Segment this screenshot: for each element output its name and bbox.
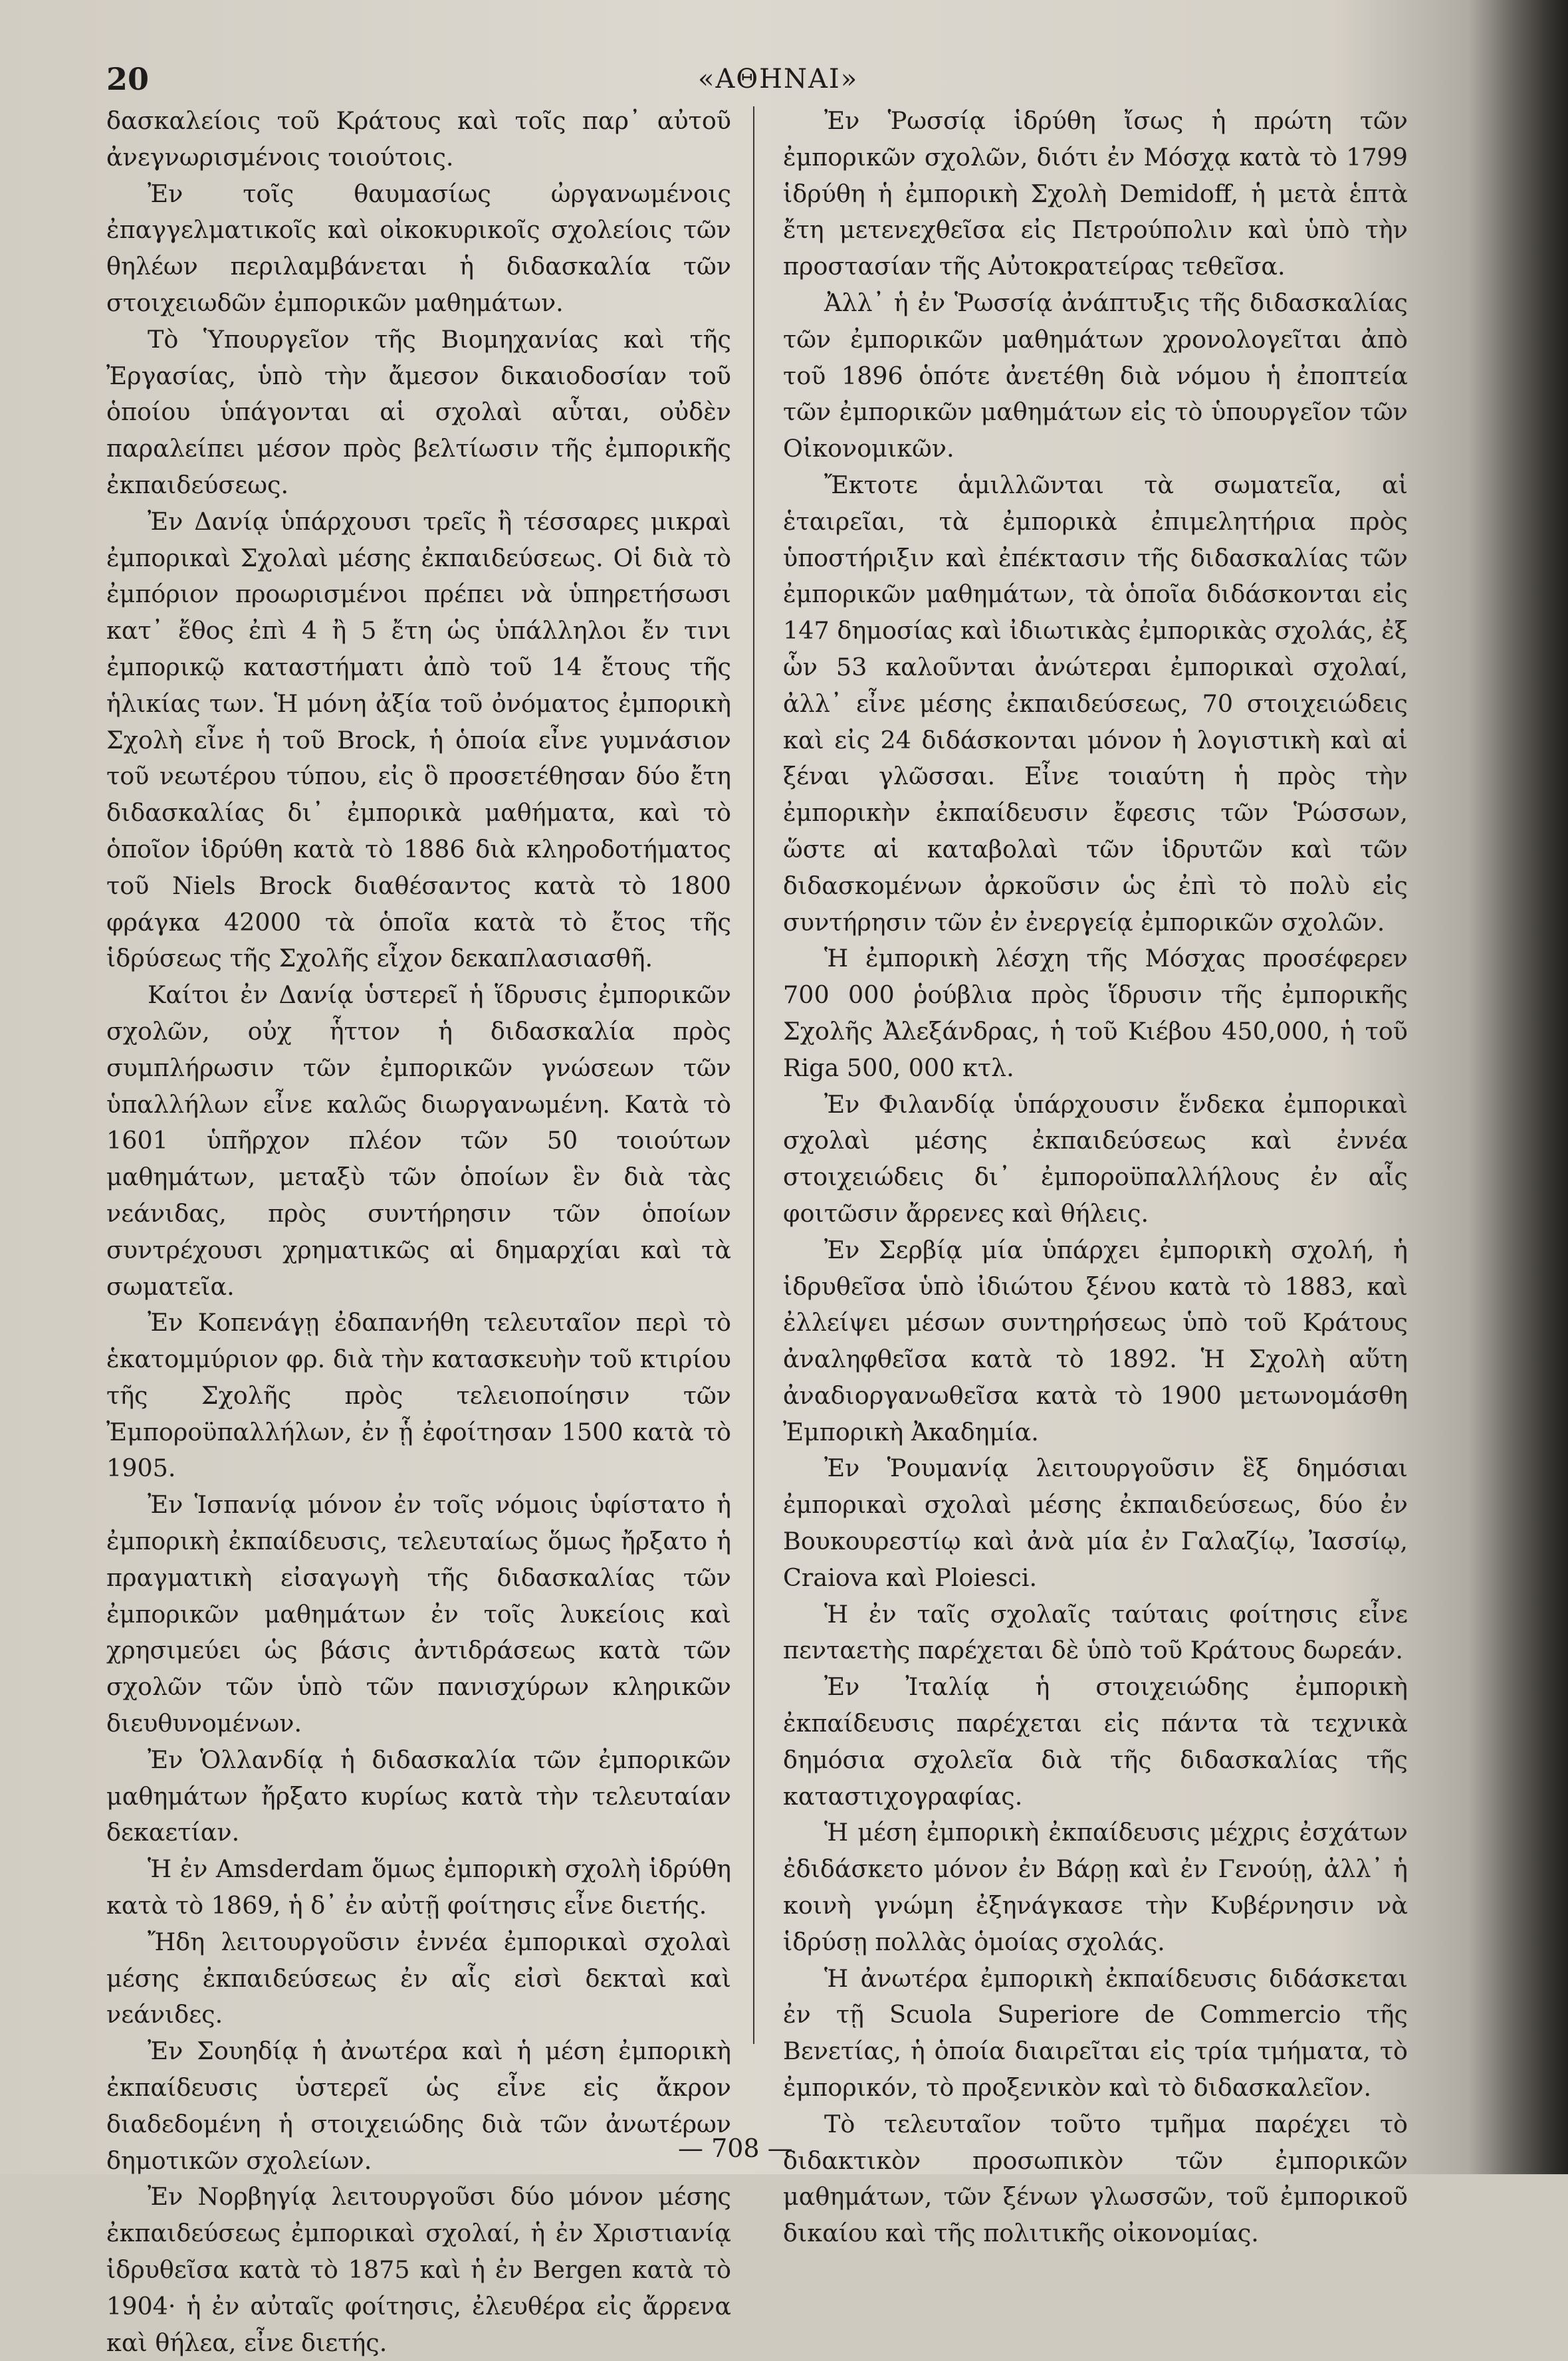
paragraph: Ἡ ἐν Amsderdam ὅμως ἐμπορικὴ σχολὴ ἱδρύθη κατὰ τὸ 1869, ἡ δ᾽ ἐν αὐτῇ φοίτησις εἶνε διετής. [106, 1855, 731, 1920]
paragraph: Ἡ ἐμπορικὴ λέσχη τῆς Μόσχας προσέφερεν 700 000 ῥούβλια πρὸς ἵδρυσιν τῆς ἐμπορικῆς Σχολῆς Ἀλεξάνδρας, ἡ τοῦ Κιέβου 450,000, ἡ τοῦ Riga 500, 000 κτλ. [783, 944, 1408, 1082]
paragraph: Ἐν Ὁλλανδίᾳ ἡ διδασκαλία τῶν ἐμπορικῶν μαθημάτων ἤρξατο κυρίως κατὰ τὴν τελευταίαν δεκαετίαν. [106, 1745, 731, 1847]
paragraph: Ἐν Νορβηγίᾳ λειτουργοῦσι δύο μόνον μέσης ἐκπαιδεύσεως ἐμπορικαὶ σχολαί, ἡ ἐν Χριστιανίᾳ ἱδρυθεῖσα κατὰ τὸ 1875 καὶ ἡ ἐν Bergen κατὰ τὸ 1904· ἡ ἐν αὐταῖς φοίτησις, ἐλευθέρα εἰς ἄρρενα καὶ θήλεα, εἶνε διετής. [106, 2182, 731, 2357]
paragraph: Ἐν τοῖς θαυμασίως ὠργανωμένοις ἐπαγγελματικοῖς καὶ οἰκοκυρικοῖς σχολείοις τῶν θηλέων περιλαμβάνεται ἡ διδασκαλία τῶν στοιχειωδῶν ἐμπορικῶν μαθημάτων. [106, 179, 731, 317]
paragraph: Ἡ ἐν ταῖς σχολαῖς ταύταις φοίτησις εἶνε πενταετὴς παρέχεται δὲ ὑπὸ τοῦ Κράτους δωρεάν. [783, 1599, 1408, 1665]
page-number: 20 [106, 61, 150, 97]
paragraph: Ἐν Ῥωσσίᾳ ἱδρύθη ἴσως ἡ πρώτη τῶν ἐμπορικῶν σχολῶν, διότι ἐν Μόσχᾳ κατὰ τὸ 1799 ἱδρύθη ἡ ἐμπορικὴ Σχολὴ Demidoff, ἡ μετὰ ἑπτὰ ἔτη μετενεχθεῖσα εἰς Πετρούπολιν καὶ ὑπὸ τὴν προστασίαν τῆς Αὐτοκρατείρας τεθεῖσα. [783, 106, 1408, 281]
paragraph: δασκαλείοις τοῦ Κράτους καὶ τοῖς παρ᾽ αὐτοῦ ἀνεγνωρισμένοις τοιούτοις. [106, 106, 731, 171]
paragraph: Ἐν Δανίᾳ ὑπάρχουσι τρεῖς ἢ τέσσαρες μικραὶ ἐμπορικαὶ Σχολαὶ μέσης ἐκπαιδεύσεως. Οἱ διὰ τὸ ἐμπόριον προωρισμένοι πρέπει νὰ ὑπηρετήσωσι κατ᾽ ἔθος ἐπὶ 4 ἢ 5 ἔτη ὡς ὑπάλληλοι ἔν τινι ἐμπορικῷ καταστήματι ἀπὸ τοῦ 14 ἔτους τῆς ἡλικίας των. Ἡ μόνη ἀξία τοῦ ὀνόματος ἐμπορικὴ Σχολὴ εἶνε ἡ τοῦ Brock, ἡ ὁποία εἶνε γυμνάσιον τοῦ νεωτέρου τύπου, εἰς ὃ προσετέθησαν δύο ἔτη διδασκαλίας δι᾽ ἐμπορικὰ μαθήματα, καὶ τὸ ὁποῖον ἱδρύθη κατὰ τὸ 1886 διὰ κληροδοτήματος τοῦ Niels Brock διαθέσαντος κατὰ τὸ 1800 φράγκα 42000 τὰ ὁποῖα κατὰ τὸ ἔτος τῆς ἱδρύσεως τῆς Σχολῆς εἶχον δεκαπλασιασθῆ. [106, 506, 731, 973]
paragraph: Τὸ τελευταῖον τοῦτο τμῆμα παρέχει τὸ διδακτικὸν προσωπικὸν τῶν ἐμπορικῶν μαθημάτων, τῶν ξένων γλωσσῶν, τοῦ ἐμπορικοῦ δικαίου καὶ τῆς πολιτικῆς οἰκονομίας. [783, 2109, 1408, 2248]
folio-number: — 708 — [678, 2134, 793, 2163]
binding-shadow [1468, 0, 1568, 2174]
paragraph: Ἡ ἀνωτέρα ἐμπορικὴ ἐκπαίδευσις διδάσκεται ἐν τῇ Scuola Superiore de Commercio τῆς Βενετίας, ἡ ὁποία διαιρεῖται εἰς τρία τμήματα, τὸ ἐμπορικόν, τὸ προξενικὸν καὶ τὸ διδασκαλεῖον. [783, 1964, 1408, 2102]
paragraph: Ἔκτοτε ἁμιλλῶνται τὰ σωματεῖα, αἱ ἑταιρεῖαι, τὰ ἐμπορικὰ ἐπιμελητήρια πρὸς ὑποστήριξιν καὶ ἐπέκτασιν τῆς διδασκαλίας τῶν ἐμπορικῶν μαθημάτων, τὰ ὁποῖα διδάσκονται εἰς 147 δημοσίας καὶ ἰδιωτικὰς ἐμπορικὰς σχολάς, ἐξ ὧν 53 καλοῦνται ἀνώτεραι ἐμπορικαὶ σχολαί, ἀλλ᾽ εἶνε μέσης ἐκπαιδεύσεως, 70 στοιχειώδεις καὶ εἰς 24 διδάσκονται μόνον ἡ λογιστικὴ καὶ αἱ ξέναι γλῶσσαι. Εἶνε τοιαύτη ἡ πρὸς τὴν ἐμπορικὴν ἐκπαίδευσιν ἔφεσις τῶν Ῥώσσων, ὥστε αἱ καταβολαὶ τῶν ἱδρυτῶν καὶ τῶν διδασκομένων ἀρκοῦσιν ὡς ἐπὶ τὸ πολὺ εἰς συντήρησιν τῶν ἐν ἐνεργείᾳ ἐμπορικῶν σχολῶν. [783, 470, 1408, 937]
paragraph: Ἐν Φιλανδίᾳ ὑπάρχουσιν ἕνδεκα ἐμπορικαὶ σχολαὶ μέσης ἐκπαιδεύσεως καὶ ἐννέα στοιχειώδεις δι᾽ ἐμποροϋπαλλήλους ἐν αἷς φοιτῶσιν ἄρρενες καὶ θήλεις. [783, 1089, 1408, 1228]
paragraph: Ἐν Ῥουμανίᾳ λειτουργοῦσιν ἓξ δημόσιαι ἐμπορικαὶ σχολαὶ μέσης ἐκπαιδεύσεως, δύο ἐν Βουκουρεστίῳ καὶ ἀνὰ μία ἐν Γαλαζίῳ, Ἰασσίῳ, Craiova καὶ Ploiesci. [783, 1454, 1408, 1592]
right-column [783, 103, 1408, 2252]
left-column [106, 103, 731, 2361]
paragraph: Τὸ Ὑπουργεῖον τῆς Βιομηχανίας καὶ τῆς Ἐργασίας, ὑπὸ τὴν ἄμεσον δικαιοδοσίαν τοῦ ὁποίου ὑπάγονται αἱ σχολαὶ αὗται, οὐδὲν παραλείπει μέσον πρὸς βελτίωσιν τῆς ἐμπορικῆς ἐκπαιδεύσεως. [106, 324, 731, 499]
running-title: «ΑΘΗΝΑΙ» [698, 64, 859, 94]
paragraph: Ἐν Ἰταλίᾳ ἡ στοιχειώδης ἐμπορικὴ ἐκπαίδευσις παρέχεται εἰς πάντα τὰ τεχνικὰ δημόσια σχολεῖα διὰ τῆς διδασκαλίας τῆς καταστιχογραφίας. [783, 1672, 1408, 1811]
paragraph: Ἐν Κοπενάγῃ ἐδαπανήθη τελευταῖον περὶ τὸ ἑκατομμύριον φρ. διὰ τὴν κατασκευὴν τοῦ κτιρίου τῆς Σχολῆς πρὸς τελειοποίησιν τῶν Ἐμποροϋπαλλήλων, ἐν ᾗ ἐφοίτησαν 1500 κατὰ τὸ 1905. [106, 1308, 731, 1483]
paragraph: Ἀλλ᾽ ἡ ἐν Ῥωσσίᾳ ἀνάπτυξις τῆς διδασκαλίας τῶν ἐμπορικῶν μαθημάτων χρονολογεῖται ἀπὸ τοῦ 1896 ὁπότε ἀνετέθη διὰ νόμου ἡ ἐποπτεία τῶν ἐμπορικῶν μαθημάτων εἰς τὸ ὑπουργεῖον τῶν Οἰκονομικῶν. [783, 288, 1408, 463]
paragraph: Ἤδη λειτουργοῦσιν ἐννέα ἐμπορικαὶ σχολαὶ μέσης ἐκπαιδεύσεως ἐν αἷς εἰσὶ δεκταὶ καὶ νεάνιδες. [106, 1927, 731, 2029]
paragraph: Ἐν Σουηδίᾳ ἡ ἀνωτέρα καὶ ἡ μέση ἐμπορικὴ ἐκπαίδευσις ὑστερεῖ ὡς εἶνε εἰς ἄκρον διαδεδομένη ἡ στοιχειώδης διὰ τῶν ἀνωτέρων δημοτικῶν σχολείων. [106, 2037, 731, 2175]
paragraph: Ἐν Σερβίᾳ μία ὑπάρχει ἐμπορικὴ σχολή, ἡ ἱδρυθεῖσα ὑπὸ ἰδιώτου ξένου κατὰ τὸ 1883, καὶ ἐλλείψει μέσων συντηρήσεως ὑπὸ τοῦ Κράτους ἀναληφθεῖσα κατὰ τὸ 1892. Ἡ Σχολὴ αὕτη ἀναδιοργανωθεῖσα κατὰ τὸ 1900 μετωνομάσθη Ἐμπορικὴ Ἀκαδημία. [783, 1235, 1408, 1446]
column-divider [753, 106, 754, 2044]
paragraph: Καίτοι ἐν Δανίᾳ ὑστερεῖ ἡ ἵδρυσις ἐμπορικῶν σχολῶν, οὐχ ἧττον ἡ διδασκαλία πρὸς συμπλήρωσιν τῶν ἐμπορικῶν γνώσεων τῶν ὑπαλλήλων εἶνε καλῶς διωργανωμένη. Κατὰ τὸ 1601 ὑπῆρχον πλέον τῶν 50 τοιούτων μαθημάτων, μεταξὺ τῶν ὁποίων ἓν διὰ τὰς νεάνιδας, πρὸς συντήρησιν τῶν ὁποίων συντρέχουσι χρηματικῶς αἱ δημαρχίαι καὶ τὰ σωματεῖα. [106, 980, 731, 1301]
paragraph: Ἡ μέση ἐμπορικὴ ἐκπαίδευσις μέχρις ἐσχάτων ἐδιδάσκετο μόνον ἐν Βάρῃ καὶ ἐν Γενούῃ, ἀλλ᾽ ἡ κοινὴ γνώμη ἐξηνάγκασε τὴν Κυβέρνησιν νὰ ἱδρύσῃ πολλὰς ὁμοίας σχολάς. [783, 1818, 1408, 1956]
paragraph: Ἐν Ἱσπανίᾳ μόνον ἐν τοῖς νόμοις ὑφίστατο ἡ ἐμπορικὴ ἐκπαίδευσις, τελευταίως ὅμως ἤρξατο ἡ πραγματικὴ εἰσαγωγὴ τῆς διδασκαλίας τῶν ἐμπορικῶν μαθημάτων ἐν τοῖς λυκείοις καὶ χρησιμεύει ὡς βάσις ἀντιδράσεως κατὰ τῶν σχολῶν τῶν ὑπὸ τῶν πανισχύρων κληρικῶν διευθυνομένων. [106, 1490, 731, 1738]
